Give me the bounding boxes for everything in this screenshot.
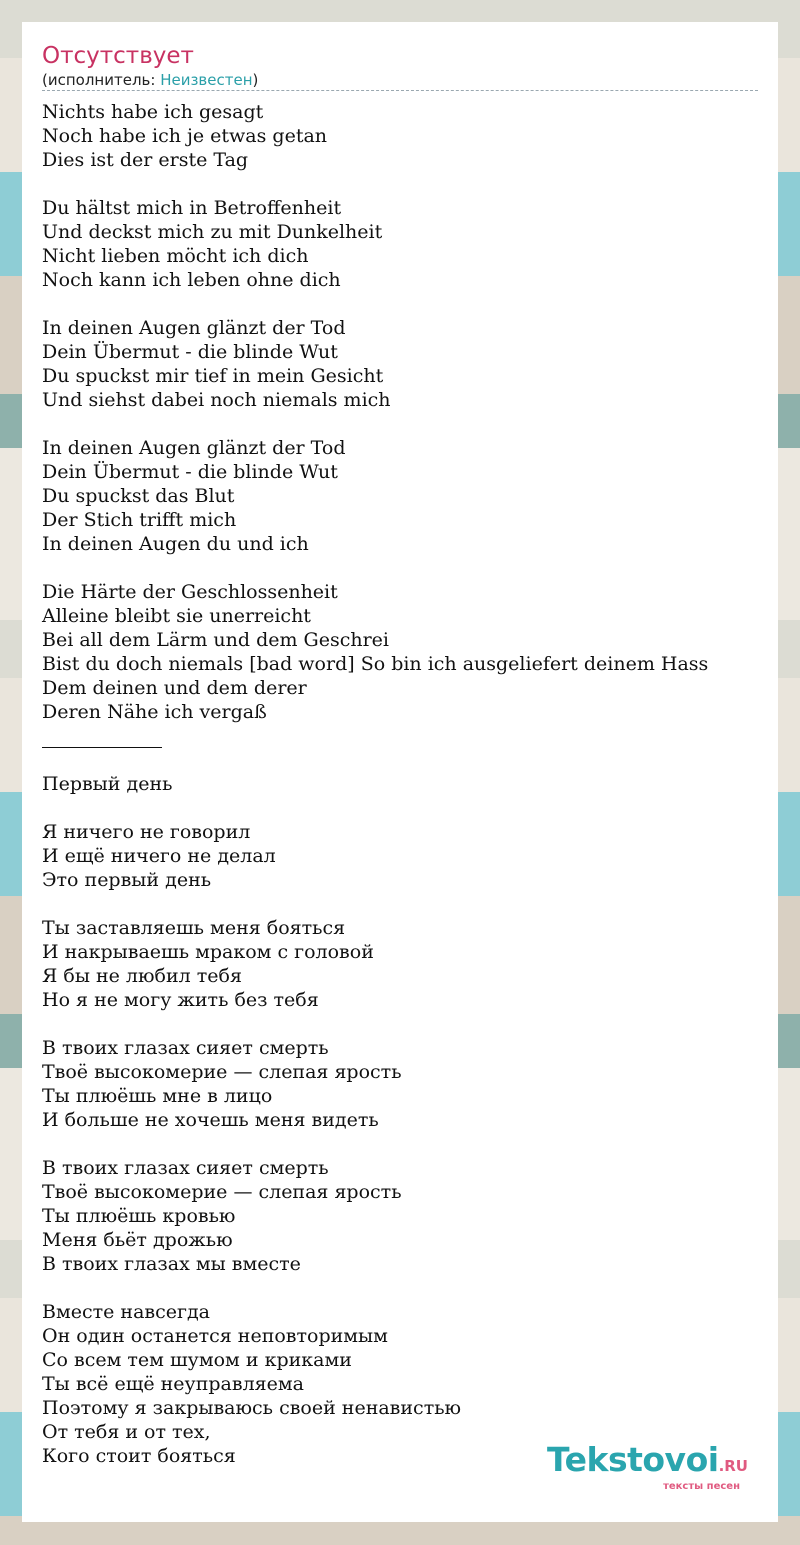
performer-line	[42, 70, 758, 91]
lyric-line: Bei all dem Lärm und dem Geschrei	[42, 629, 389, 651]
lyric-line: Он один останется неповторимым	[42, 1325, 388, 1347]
logo-tagline: тексты песен	[663, 1481, 740, 1492]
lyric-line: В твоих глазах сияет смерть	[42, 1157, 329, 1179]
lyric-line	[42, 796, 758, 820]
lyric-line: Deren Nähe ich vergaß	[42, 701, 267, 723]
lyric-line: Du hältst mich in Betroffenheit	[42, 197, 342, 219]
lyric-line: Меня бьёт дрожью	[42, 1229, 233, 1251]
lyrics-card	[22, 22, 778, 1522]
lyric-line: Du spuckst das Blut	[42, 485, 235, 507]
lyric-line: Der Stich trifft mich	[42, 509, 237, 531]
lyric-line: In deinen Augen glänzt der Tod	[42, 437, 346, 459]
lyrics-translation	[42, 772, 758, 1468]
lyric-line: И накрываешь мраком с головой	[42, 941, 374, 963]
lyric-line: Твоё высокомерие — слепая ярость	[42, 1061, 402, 1083]
lyric-line: Это первый день	[42, 869, 212, 891]
lyric-line	[42, 892, 758, 916]
lyric-line: Твоё высокомерие — слепая ярость	[42, 1181, 402, 1203]
lyric-line	[42, 556, 758, 580]
lyrics-original	[42, 100, 758, 724]
lyric-line: Dies ist der erste Tag	[42, 149, 249, 171]
lyric-line: В твоих глазах мы вместе	[42, 1253, 301, 1275]
performer-prefix: (исполнитель:	[42, 71, 161, 89]
lyric-line: И ещё ничего не делал	[42, 845, 276, 867]
lyric-line: Bist du doch niemals [bad word] So bin ich ausgeliefert deinem Hass	[42, 653, 709, 675]
lyric-line	[42, 172, 758, 196]
lyric-line: Alleine bleibt sie unerreicht	[42, 605, 311, 627]
lyric-line: Und siehst dabei noch niemals mich	[42, 389, 391, 411]
lyric-line: Und deckst mich zu mit Dunkelheit	[42, 221, 383, 243]
lyric-line: Ты плюёшь мне в лицо	[42, 1085, 273, 1107]
lyric-line: Dem deinen und dem derer	[42, 677, 307, 699]
lyric-line: Я бы не любил тебя	[42, 965, 242, 987]
lyric-line: Вместе навсегда	[42, 1301, 210, 1323]
logo-name: Tekstovoi	[547, 1440, 719, 1479]
lyric-line: Я ничего не говорил	[42, 821, 251, 843]
lyric-line: От тебя и от тех,	[42, 1421, 211, 1443]
lyric-line: И больше не хочешь меня видеть	[42, 1109, 379, 1131]
lyric-line: Ты плюёшь кровью	[42, 1205, 236, 1227]
lyric-line: Du spuckst mir tief in mein Gesicht	[42, 365, 384, 387]
song-title: Отсутствует	[42, 43, 194, 69]
lyric-line: Ты всё ещё неуправляема	[42, 1373, 304, 1395]
lyric-line: Dein Übermut - die blinde Wut	[42, 341, 338, 363]
logo-tld: .RU	[718, 1457, 748, 1475]
lyrics-body	[42, 100, 758, 1468]
lyric-line: Поэтому я закрываюсь своей ненавистью	[42, 1397, 462, 1419]
lyric-line	[42, 412, 758, 436]
lyric-line: В твоих глазах сияет смерть	[42, 1037, 329, 1059]
lyric-line: Со всем тем шумом и криками	[42, 1349, 352, 1371]
lyric-line: Ты заставляешь меня бояться	[42, 917, 346, 939]
lyric-line: Noch habe ich je etwas getan	[42, 125, 328, 147]
lyric-line: Nicht lieben möcht ich dich	[42, 245, 309, 267]
lyric-line	[42, 292, 758, 316]
lyric-line	[42, 1132, 758, 1156]
lyric-line: In deinen Augen glänzt der Tod	[42, 317, 346, 339]
lyric-line: In deinen Augen du und ich	[42, 533, 309, 555]
lyric-line: Но я не могу жить без тебя	[42, 989, 319, 1011]
lyric-line: Кого стоит бояться	[42, 1445, 236, 1467]
lyric-line: Dein Übermut - die blinde Wut	[42, 461, 338, 483]
site-logo[interactable]	[547, 1440, 748, 1492]
performer-suffix: )	[252, 71, 259, 89]
performer-link[interactable]: Неизвестен	[160, 71, 253, 89]
lyric-line: Noch kann ich leben ohne dich	[42, 269, 341, 291]
lyric-line	[42, 1012, 758, 1036]
translation-divider	[42, 747, 162, 748]
lyric-line	[42, 1276, 758, 1300]
lyric-line: Die Härte der Geschlossenheit	[42, 581, 338, 603]
lyric-line: Первый день	[42, 773, 173, 795]
lyric-line: Nichts habe ich gesagt	[42, 101, 264, 123]
